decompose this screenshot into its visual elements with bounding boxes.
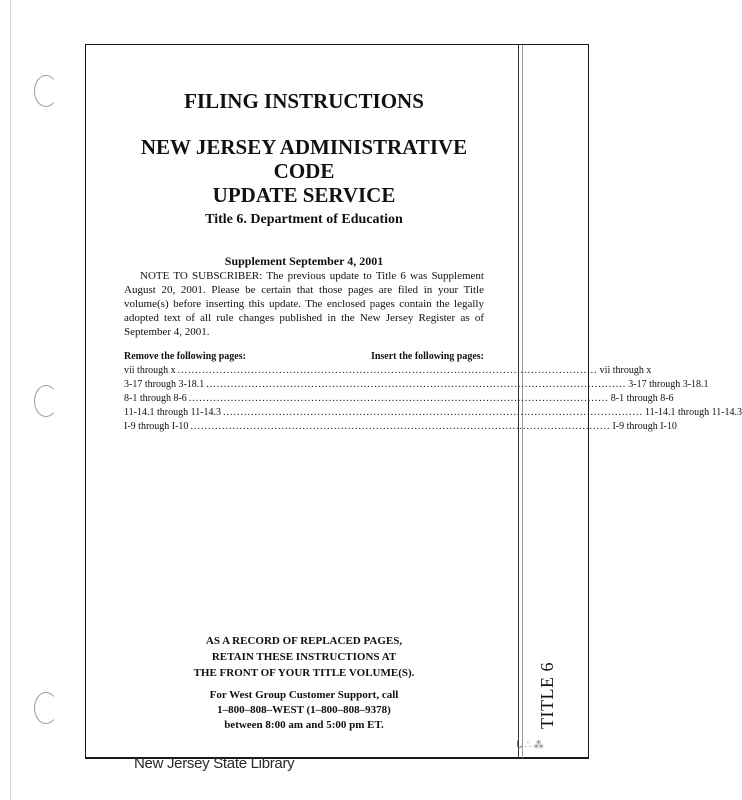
page-list-header	[124, 350, 484, 364]
title-tab	[532, 635, 562, 755]
title-tab-label: TITLE 6	[536, 661, 557, 729]
retain-notice	[124, 633, 484, 681]
insert-range: I-9 through I-10	[612, 421, 677, 432]
punch-hole-middle	[34, 385, 58, 417]
handwritten-mark: ᒐ ∴ ⁂	[516, 740, 544, 751]
dot-leader: ........................................................................................................................	[206, 379, 627, 390]
page-title: FILING INSTRUCTIONS	[184, 89, 424, 113]
insert-range: vii through x	[599, 365, 652, 376]
retain-line-2: RETAIN THESE INSTRUCTIONS AT	[211, 651, 397, 663]
remove-range: 11-14.1 through 11-14.3	[124, 407, 222, 418]
remove-header: Remove the following pages:	[124, 351, 246, 362]
page-replacement-list	[124, 350, 742, 434]
scan-edge-line	[10, 0, 11, 800]
remove-range: I-9 through I-10	[124, 421, 189, 432]
page-row	[124, 364, 652, 378]
insert-header: Insert the following pages:	[370, 351, 484, 362]
retain-line-3: THE FRONT OF YOUR TITLE VOLUME(S).	[193, 667, 415, 679]
document-heading	[124, 135, 484, 207]
title-subheading: Title 6. Department of Education	[205, 212, 403, 227]
insert-range: 8-1 through 8-6	[610, 393, 674, 404]
punch-hole-top	[34, 75, 58, 107]
page-row	[124, 420, 677, 434]
page-row	[124, 406, 742, 420]
page-row	[124, 378, 709, 392]
retain-line-1: AS A RECORD OF REPLACED PAGES,	[205, 635, 403, 647]
heading-line-1: NEW JERSEY ADMINISTRATIVE CODE	[140, 135, 468, 183]
remove-range: 8-1 through 8-6	[124, 393, 187, 404]
support-line-1: For West Group Customer Support, call	[209, 689, 399, 701]
insert-range: 11-14.1 through 11-14.3	[645, 407, 742, 418]
remove-range: 3-17 through 3-18.1	[124, 379, 205, 390]
support-phone: 1–800–808–WEST (1–800–808–9378)	[217, 704, 391, 716]
supplement-date: Supplement September 4, 2001	[224, 254, 384, 268]
dot-leader: ........................................................................................................................	[223, 407, 644, 418]
punch-hole-bottom	[34, 692, 58, 724]
dot-leader: ........................................................................................................................	[188, 393, 609, 404]
library-stamp: New Jersey State Library	[134, 755, 295, 772]
dot-leader: ........................................................................................................................	[177, 365, 598, 376]
support-hours: between 8:00 am and 5:00 pm ET.	[224, 719, 384, 731]
remove-range: vii through x	[124, 365, 176, 376]
dot-leader: ........................................................................................................................	[190, 421, 611, 432]
page-row	[124, 392, 674, 406]
subscriber-note: NOTE TO SUBSCRIBER: The previous update to Title 6 was Supplement August 20, 2001. Please be certain that those pages are filed in your Title volume(s) before inserting this update. The enclosed pages contain the legally adopted text of all rule changes published in the New Jersey Register as of September 4, 2001.	[124, 270, 484, 338]
heading-line-2: UPDATE SERVICE	[212, 183, 396, 207]
insert-range: 3-17 through 3-18.1	[628, 379, 709, 390]
customer-support	[124, 688, 484, 733]
page-frame	[85, 44, 742, 759]
